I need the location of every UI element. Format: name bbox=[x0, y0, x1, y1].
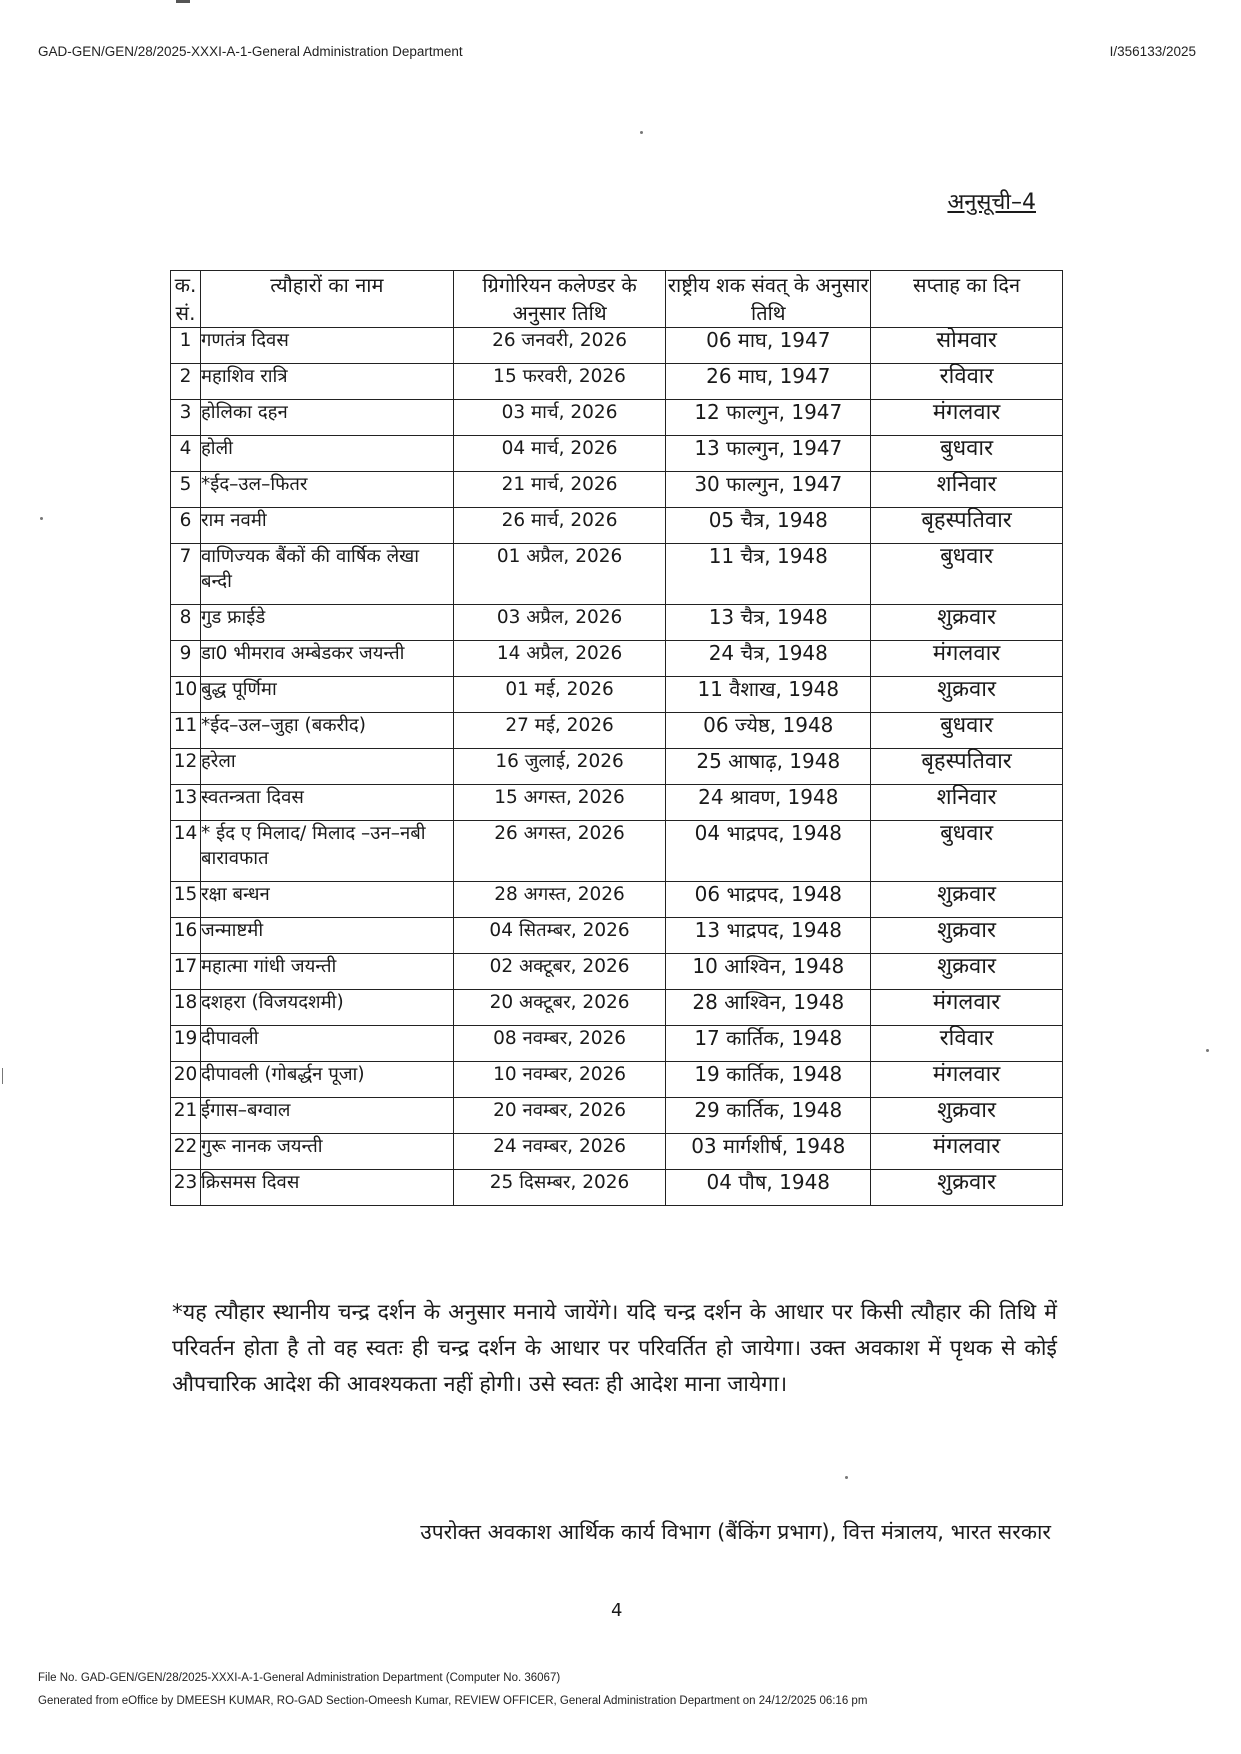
row-festival-name: दीपावली bbox=[200, 1026, 453, 1062]
holiday-table bbox=[170, 270, 1063, 1206]
table-row bbox=[171, 1062, 1063, 1098]
footer-generated-by: Generated from eOffice by DMEESH KUMAR, RO-GAD Section-Omeesh Kumar, REVIEW OFFICER, General Administration Department on 24/12/2025 06:16 pm bbox=[38, 1695, 868, 1707]
row-festival-name: महाशिव रात्रि bbox=[200, 364, 453, 400]
row-gregorian-date: 26 जनवरी, 2026 bbox=[453, 328, 666, 364]
row-gregorian-date: 01 अप्रैल, 2026 bbox=[453, 544, 666, 605]
row-weekday: बुधवार bbox=[871, 436, 1063, 472]
table-row bbox=[171, 1134, 1063, 1170]
row-saka-date: 06 भाद्रपद, 1948 bbox=[666, 882, 871, 918]
row-festival-name: राम नवमी bbox=[200, 508, 453, 544]
row-weekday: बुधवार bbox=[871, 713, 1063, 749]
row-saka-date: 11 चैत्र, 1948 bbox=[666, 544, 871, 605]
table-row bbox=[171, 713, 1063, 749]
row-weekday: शुक्रवार bbox=[871, 918, 1063, 954]
row-gregorian-date: 08 नवम्बर, 2026 bbox=[453, 1026, 666, 1062]
row-festival-name: *ईद–उल–जुहा (बकरीद) bbox=[200, 713, 453, 749]
row-gregorian-date: 27 मई, 2026 bbox=[453, 713, 666, 749]
row-gregorian-date: 14 अप्रैल, 2026 bbox=[453, 641, 666, 677]
row-serial: 11 bbox=[171, 713, 201, 749]
row-gregorian-date: 02 अक्टूबर, 2026 bbox=[453, 954, 666, 990]
page-number: 4 bbox=[611, 1600, 623, 1621]
row-serial: 6 bbox=[171, 508, 201, 544]
row-gregorian-date: 20 नवम्बर, 2026 bbox=[453, 1098, 666, 1134]
row-gregorian-date: 28 अगस्त, 2026 bbox=[453, 882, 666, 918]
row-festival-name: * ईद ए मिलाद/ मिलाद –उन–नबी बारावफात bbox=[200, 821, 453, 882]
table-row bbox=[171, 749, 1063, 785]
row-saka-date: 03 मार्गशीर्ष, 1948 bbox=[666, 1134, 871, 1170]
row-serial: 22 bbox=[171, 1134, 201, 1170]
row-serial: 21 bbox=[171, 1098, 201, 1134]
table-row bbox=[171, 882, 1063, 918]
scan-speck bbox=[640, 131, 643, 134]
row-saka-date: 25 आषाढ़, 1948 bbox=[666, 749, 871, 785]
row-weekday: शनिवार bbox=[871, 472, 1063, 508]
row-gregorian-date: 03 मार्च, 2026 bbox=[453, 400, 666, 436]
row-gregorian-date: 04 सितम्बर, 2026 bbox=[453, 918, 666, 954]
row-weekday: सोमवार bbox=[871, 328, 1063, 364]
col-header-weekday: सप्ताह का दिन bbox=[871, 271, 1063, 328]
row-weekday: रविवार bbox=[871, 1026, 1063, 1062]
table-row bbox=[171, 364, 1063, 400]
row-weekday: शुक्रवार bbox=[871, 605, 1063, 641]
row-festival-name: गुड फ्राईडे bbox=[200, 605, 453, 641]
row-festival-name: गणतंत्र दिवस bbox=[200, 328, 453, 364]
table-row bbox=[171, 677, 1063, 713]
row-weekday: मंगलवार bbox=[871, 641, 1063, 677]
row-saka-date: 13 फाल्गुन, 1947 bbox=[666, 436, 871, 472]
row-gregorian-date: 04 मार्च, 2026 bbox=[453, 436, 666, 472]
row-serial: 17 bbox=[171, 954, 201, 990]
row-serial: 14 bbox=[171, 821, 201, 882]
row-weekday: मंगलवार bbox=[871, 1134, 1063, 1170]
row-weekday: बृहस्पतिवार bbox=[871, 749, 1063, 785]
row-weekday: बृहस्पतिवार bbox=[871, 508, 1063, 544]
row-festival-name: बुद्ध पूर्णिमा bbox=[200, 677, 453, 713]
row-festival-name: वाणिज्यक बैंकों की वार्षिक लेखा बन्दी bbox=[200, 544, 453, 605]
moon-sighting-note: *यह त्यौहार स्थानीय चन्द्र दर्शन के अनुसार मनाये जायेंगे। यदि चन्द्र दर्शन के आधार पर किसी त्यौहार की तिथि में परिवर्तन होता है तो वह स्वतः ही चन्द्र दर्शन के आधार पर परिवर्तित हो जायेगा। उक्त अवकाश में पृथक से कोई औपचारिक आदेश की आवश्यकता नहीं होगी। उसे स्वतः ही आदेश माना जायेगा। bbox=[172, 1300, 1057, 1397]
row-saka-date: 12 फाल्गुन, 1947 bbox=[666, 400, 871, 436]
scan-speck bbox=[1206, 1049, 1209, 1052]
row-gregorian-date: 03 अप्रैल, 2026 bbox=[453, 605, 666, 641]
row-festival-name: क्रिसमस दिवस bbox=[200, 1170, 453, 1206]
row-saka-date: 24 चैत्र, 1948 bbox=[666, 641, 871, 677]
row-weekday: शनिवार bbox=[871, 785, 1063, 821]
row-weekday: शुक्रवार bbox=[871, 882, 1063, 918]
table-row bbox=[171, 1170, 1063, 1206]
col-header-gregorian-date: ग्रिगोरियन कलेण्डर के अनुसार तिथि bbox=[453, 271, 666, 328]
row-saka-date: 05 चैत्र, 1948 bbox=[666, 508, 871, 544]
footer-file-number: File No. GAD-GEN/GEN/28/2025-XXXI-A-1-General Administration Department (Computer No. 36067) bbox=[38, 1672, 561, 1684]
row-gregorian-date: 25 दिसम्बर, 2026 bbox=[453, 1170, 666, 1206]
row-saka-date: 06 माघ, 1947 bbox=[666, 328, 871, 364]
row-serial: 3 bbox=[171, 400, 201, 436]
row-saka-date: 17 कार्तिक, 1948 bbox=[666, 1026, 871, 1062]
row-serial: 18 bbox=[171, 990, 201, 1026]
table-row bbox=[171, 1026, 1063, 1062]
row-saka-date: 30 फाल्गुन, 1947 bbox=[666, 472, 871, 508]
row-weekday: शुक्रवार bbox=[871, 954, 1063, 990]
row-saka-date: 24 श्रावण, 1948 bbox=[666, 785, 871, 821]
row-serial: 13 bbox=[171, 785, 201, 821]
receipt-number-header: I/356133/2025 bbox=[1109, 44, 1196, 59]
table-row bbox=[171, 472, 1063, 508]
scan-speck bbox=[845, 1476, 848, 1479]
row-saka-date: 06 ज्येष्ठ, 1948 bbox=[666, 713, 871, 749]
row-serial: 23 bbox=[171, 1170, 201, 1206]
row-weekday: शुक्रवार bbox=[871, 1098, 1063, 1134]
row-gregorian-date: 24 नवम्बर, 2026 bbox=[453, 1134, 666, 1170]
row-serial: 15 bbox=[171, 882, 201, 918]
row-festival-name: ईगास–बग्वाल bbox=[200, 1098, 453, 1134]
row-weekday: शुक्रवार bbox=[871, 1170, 1063, 1206]
row-weekday: मंगलवार bbox=[871, 990, 1063, 1026]
row-gregorian-date: 21 मार्च, 2026 bbox=[453, 472, 666, 508]
row-saka-date: 28 आश्विन, 1948 bbox=[666, 990, 871, 1026]
table-row bbox=[171, 785, 1063, 821]
table-row bbox=[171, 400, 1063, 436]
row-serial: 20 bbox=[171, 1062, 201, 1098]
row-weekday: मंगलवार bbox=[871, 400, 1063, 436]
table-row bbox=[171, 328, 1063, 364]
schedule-title: अनुसूची–4 bbox=[947, 190, 1036, 215]
row-serial: 2 bbox=[171, 364, 201, 400]
row-festival-name: दशहरा (विजयदशमी) bbox=[200, 990, 453, 1026]
row-festival-name: होली bbox=[200, 436, 453, 472]
table-row bbox=[171, 436, 1063, 472]
row-gregorian-date: 26 मार्च, 2026 bbox=[453, 508, 666, 544]
row-saka-date: 26 माघ, 1947 bbox=[666, 364, 871, 400]
row-festival-name: रक्षा बन्धन bbox=[200, 882, 453, 918]
row-serial: 10 bbox=[171, 677, 201, 713]
table-row bbox=[171, 544, 1063, 605]
row-saka-date: 11 वैशाख, 1948 bbox=[666, 677, 871, 713]
col-header-serial: क. सं. bbox=[171, 271, 201, 328]
row-gregorian-date: 20 अक्टूबर, 2026 bbox=[453, 990, 666, 1026]
scan-edge-mark bbox=[2, 1068, 3, 1084]
table-row bbox=[171, 990, 1063, 1026]
row-serial: 12 bbox=[171, 749, 201, 785]
row-gregorian-date: 26 अगस्त, 2026 bbox=[453, 821, 666, 882]
row-serial: 4 bbox=[171, 436, 201, 472]
row-weekday: शुक्रवार bbox=[871, 677, 1063, 713]
row-saka-date: 04 भाद्रपद, 1948 bbox=[666, 821, 871, 882]
scan-speck bbox=[40, 517, 43, 520]
row-saka-date: 13 चैत्र, 1948 bbox=[666, 605, 871, 641]
top-edge-mark bbox=[176, 0, 190, 3]
row-saka-date: 10 आश्विन, 1948 bbox=[666, 954, 871, 990]
row-festival-name: जन्माष्टमी bbox=[200, 918, 453, 954]
row-festival-name: डा0 भीमराव अम्बेडकर जयन्ती bbox=[200, 641, 453, 677]
row-festival-name: दीपावली (गोबर्द्धन पूजा) bbox=[200, 1062, 453, 1098]
row-festival-name: स्वतन्त्रता दिवस bbox=[200, 785, 453, 821]
row-gregorian-date: 15 फरवरी, 2026 bbox=[453, 364, 666, 400]
table-row bbox=[171, 1098, 1063, 1134]
table-header-row bbox=[171, 271, 1063, 328]
row-saka-date: 19 कार्तिक, 1948 bbox=[666, 1062, 871, 1098]
row-gregorian-date: 10 नवम्बर, 2026 bbox=[453, 1062, 666, 1098]
row-weekday: बुधवार bbox=[871, 544, 1063, 605]
row-weekday: मंगलवार bbox=[871, 1062, 1063, 1098]
row-serial: 5 bbox=[171, 472, 201, 508]
row-festival-name: महात्मा गांधी जयन्ती bbox=[200, 954, 453, 990]
row-gregorian-date: 16 जुलाई, 2026 bbox=[453, 749, 666, 785]
row-gregorian-date: 01 मई, 2026 bbox=[453, 677, 666, 713]
row-serial: 19 bbox=[171, 1026, 201, 1062]
row-serial: 8 bbox=[171, 605, 201, 641]
table-row bbox=[171, 954, 1063, 990]
table-row bbox=[171, 605, 1063, 641]
row-serial: 7 bbox=[171, 544, 201, 605]
row-festival-name: *ईद–उल–फितर bbox=[200, 472, 453, 508]
row-serial: 9 bbox=[171, 641, 201, 677]
col-header-festival-name: त्यौहारों का नाम bbox=[200, 271, 453, 328]
table-row bbox=[171, 918, 1063, 954]
row-saka-date: 04 पौष, 1948 bbox=[666, 1170, 871, 1206]
row-festival-name: गुरू नानक जयन्ती bbox=[200, 1134, 453, 1170]
source-credit: उपरोक्त अवकाश आर्थिक कार्य विभाग (बैंकिंग प्रभाग), वित्त मंत्रालय, भारत सरकार bbox=[420, 1520, 1051, 1544]
table-row bbox=[171, 821, 1063, 882]
row-weekday: रविवार bbox=[871, 364, 1063, 400]
col-header-saka-date: राष्ट्रीय शक संवत् के अनुसार तिथि bbox=[666, 271, 871, 328]
row-weekday: बुधवार bbox=[871, 821, 1063, 882]
row-serial: 16 bbox=[171, 918, 201, 954]
row-saka-date: 13 भाद्रपद, 1948 bbox=[666, 918, 871, 954]
row-festival-name: हरेला bbox=[200, 749, 453, 785]
row-saka-date: 29 कार्तिक, 1948 bbox=[666, 1098, 871, 1134]
row-serial: 1 bbox=[171, 328, 201, 364]
table-row bbox=[171, 508, 1063, 544]
file-reference-header: GAD-GEN/GEN/28/2025-XXXI-A-1-General Administration Department bbox=[38, 44, 463, 59]
row-festival-name: होलिका दहन bbox=[200, 400, 453, 436]
table-row bbox=[171, 641, 1063, 677]
row-gregorian-date: 15 अगस्त, 2026 bbox=[453, 785, 666, 821]
